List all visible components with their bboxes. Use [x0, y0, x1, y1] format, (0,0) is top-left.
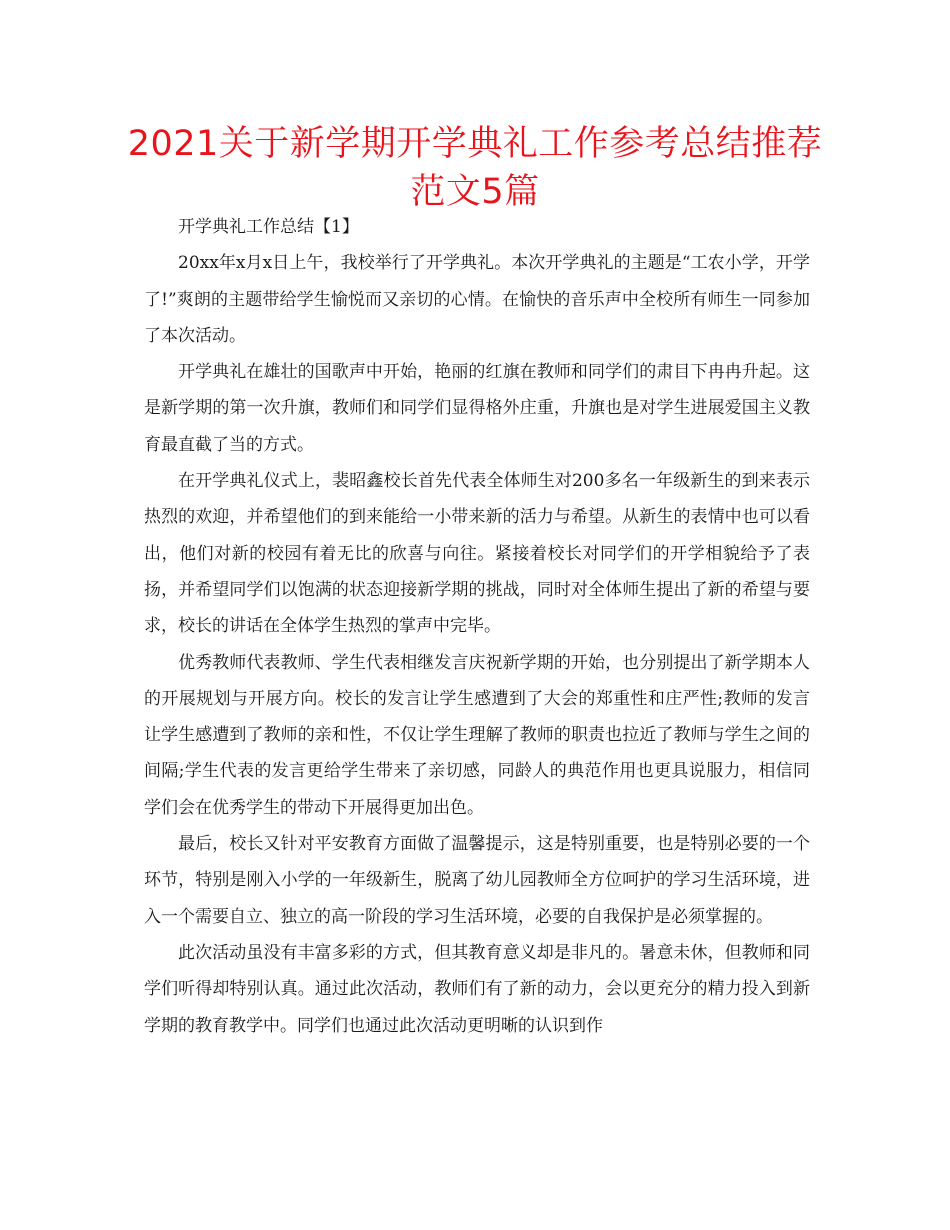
paragraph-3: 在开学典礼仪式上，裴昭鑫校长首先代表全体师生对200多名一年级新生的到来表示热烈的欢迎，并希望他们的到来能给一小带来新的活力与希望。从新生的表情中也可以看出，他们对新的校园有着无比的欣喜与向往。紧接着校长对同学们的开学相貌给予了表扬，并希望同学们以饱满的状态迎接新学期的挑战，同时对全体师生提出了新的希望与要求，校长的讲话在全体学生热烈的掌声中完毕。 [144, 471, 810, 637]
paragraph-4: 优秀教师代表教师、学生代表相继发言庆祝新学期的开始，也分别提出了新学期本人的开展规划与开展方向。校长的发言让学生感遭到了大会的郑重性和庄严性;教师的发言让学生感遭到了教师的亲和性，不仅让学生理解了教师的职责也拉近了教师与学生之间的间隔;学生代表的发言更给学生带来了亲切感，同龄人的典范作用也更具说服力，相信同学们会在优秀学生的带动下开展得更加出色。 [144, 652, 810, 818]
document-title: 2021关于新学期开学典礼工作参考总结推荐范文5篇 [127, 124, 823, 212]
paragraph-1: 20xx年x月x日上午，我校举行了开学典礼。本次开学典礼的主题是“工农小学，开学了!”爽朗的主题带给学生愉悦而又亲切的心情。在愉快的音乐声中全校所有师生一同参加了本次活动。 [144, 253, 810, 346]
document-body [144, 209, 810, 1044]
paragraph-5: 最后，校长又针对平安教育方面做了温馨提示，这是特别重要，也是特别必要的一个环节，特别是刚入小学的一年级新生，脱离了幼儿园教师全方位呵护的学习生活环境，进入一个需要自立、独立的高一阶段的学习生活环境，必要的自我保护是必须掌握的。 [144, 834, 810, 927]
paragraph-2: 开学典礼在雄壮的国歌声中开始，艳丽的红旗在教师和同学们的肃目下冉冉升起。这是新学期的第一次升旗，教师们和同学们显得格外庄重，升旗也是对学生进展爱国主义教育最直截了当的方式。 [144, 362, 810, 455]
paragraph-6: 此次活动虽没有丰富多彩的方式，但其教育意义却是非凡的。暑意未休，但教师和同学们听得却特别认真。通过此次活动，教师们有了新的动力，会以更充分的精力投入到新学期的教育教学中。同学们也通过此次活动更明晰的认识到作 [144, 942, 810, 1036]
section-heading: 开学典礼工作总结【1】 [178, 217, 359, 237]
